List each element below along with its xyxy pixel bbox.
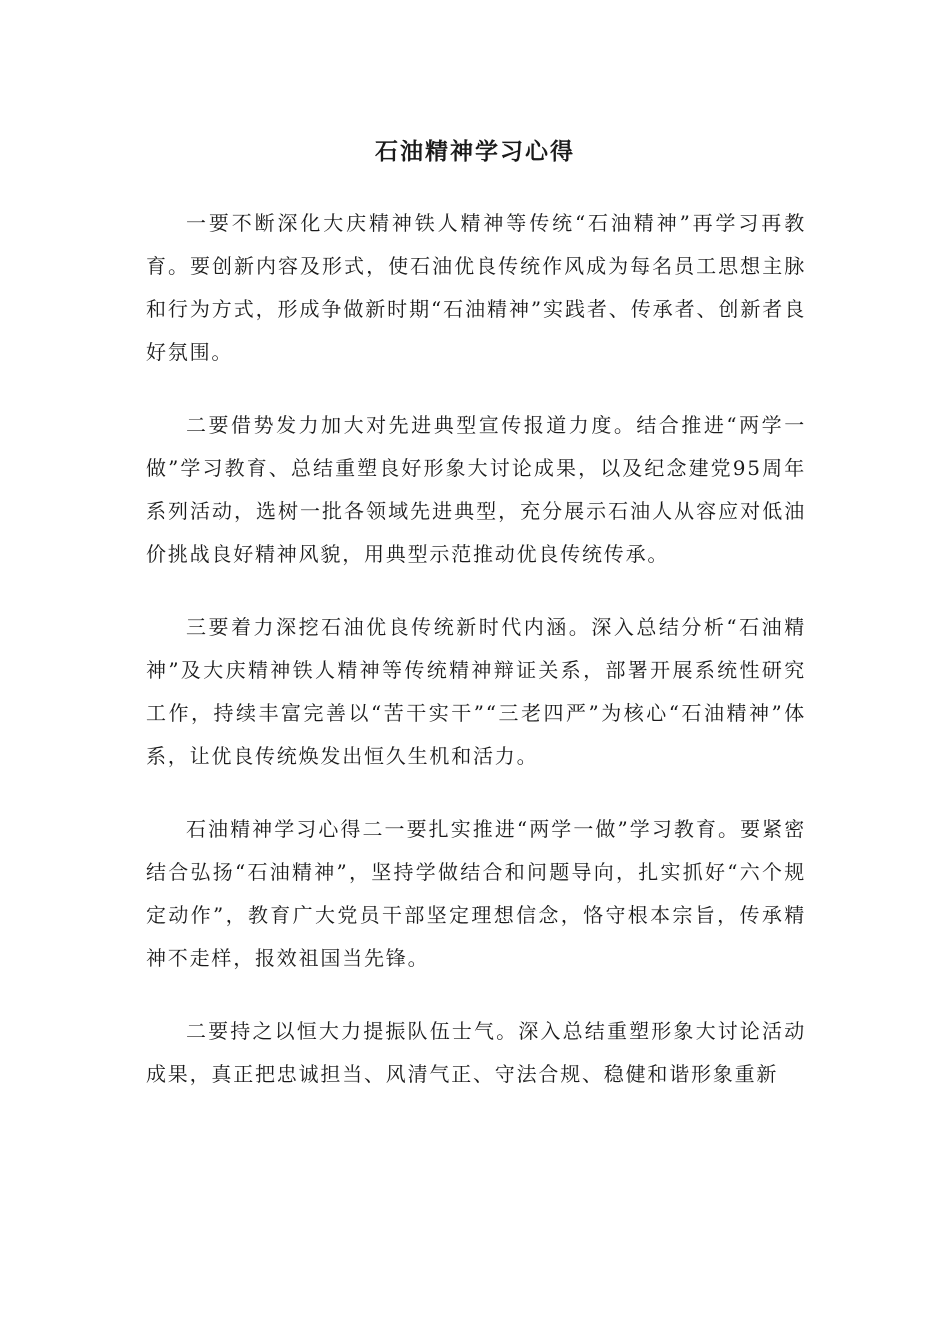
paragraph-4: 石油精神学习心得二一要扎实推进“两学一做”学习教育。要紧密结合弘扬“石油精神”，坚持学做结合和问题导向，扎实抓好“六个规定动作”，教育广大党员干部坚定理想信念，恪守根本宗旨，传承精神不走样，报效祖国当先锋。 xyxy=(146,817,806,970)
document-body xyxy=(146,202,806,1126)
document-title: 石油精神学习心得 xyxy=(375,138,575,165)
paragraph-1: 一要不断深化大庆精神铁人精神等传统“石油精神”再学习再教育。要创新内容及形式，使石油优良传统作风成为每名员工思想主脉和行为方式，形成争做新时期“石油精神”实践者、传承者、创新者良好氛围。 xyxy=(146,211,806,364)
paragraph-5: 二要持之以恒大力提振队伍士气。深入总结重塑形象大讨论活动成果，真正把忠诚担当、风清气正、守法合规、稳健和谐形象重新 xyxy=(146,1019,806,1086)
paragraph-2: 二要借势发力加大对先进典型宣传报道力度。结合推进“两学一做”学习教育、总结重塑良好形象大讨论成果，以及纪念建党95周年系列活动，选树一批各领域先进典型，充分展示石油人从容应对低油价挑战良好精神风貌，用典型示范推动优良传统传承。 xyxy=(146,413,806,566)
paragraph-3: 三要着力深挖石油优良传统新时代内涵。深入总结分析“石油精神”及大庆精神铁人精神等传统精神辩证关系，部署开展系统性研究工作，持续丰富完善以“苦干实干”“三老四严”为核心“石油精神”体系，让优良传统焕发出恒久生机和活力。 xyxy=(146,615,806,768)
